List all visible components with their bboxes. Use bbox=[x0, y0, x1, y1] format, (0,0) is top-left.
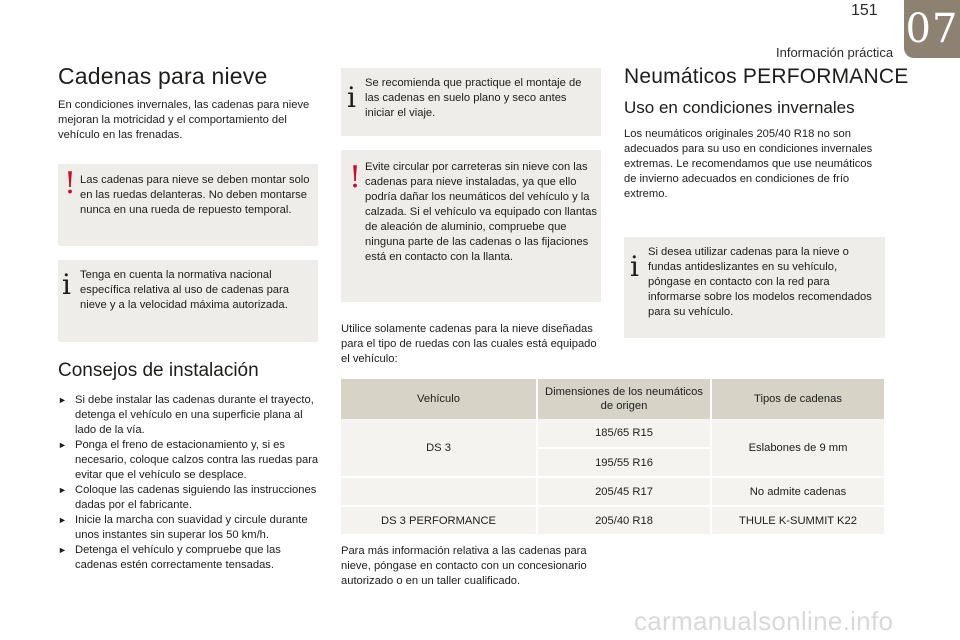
info-box-practice bbox=[341, 68, 601, 136]
table-cell-chain: THULE K-SUMMIT K22 bbox=[711, 506, 884, 535]
list-item bbox=[58, 543, 322, 573]
list-item bbox=[58, 483, 322, 513]
info-box-text: Tenga en cuenta la normativa nacional específica relativa al uso de cadenas para nieve y a la velocidad máxima autorizada. bbox=[80, 269, 289, 311]
table-cell-vehicle-empty bbox=[341, 477, 537, 506]
section-title-performance: Neumáticos PERFORMANCE bbox=[624, 65, 909, 88]
table-row bbox=[341, 419, 884, 448]
info-box-text: Se recomienda que practique el montaje de las cadenas en suelo plano y seco antes iniciar el viaje. bbox=[365, 77, 582, 119]
page-number: 151 bbox=[851, 2, 878, 19]
chains-table bbox=[341, 379, 884, 536]
table-row bbox=[341, 506, 884, 535]
list-item-text: Si debe instalar las cadenas durante el trayecto, detenga el vehículo en una superficie plana al lado de la vía. bbox=[75, 394, 314, 436]
chapter-label: Información práctica bbox=[776, 45, 894, 60]
table-cell-size: 205/45 R17 bbox=[537, 477, 711, 506]
arrow-bullet-icon: ► bbox=[58, 545, 67, 555]
intro-paragraph: En condiciones invernales, las cadenas para nieve mejoran la motricidad y el comportamiento del vehículo en las frenadas. bbox=[58, 99, 310, 141]
info-icon: i bbox=[62, 268, 71, 301]
table-cell-vehicle: DS 3 PERFORMANCE bbox=[341, 506, 537, 535]
subsection-title-winter: Uso en condiciones invernales bbox=[624, 98, 855, 117]
chapter-tab: 07 bbox=[904, 0, 960, 58]
info-box-performance-chains bbox=[624, 237, 885, 338]
warning-box-text: Evite circular por carreteras sin nieve con las cadenas para nieve instaladas, ya que ello podría dañar los neumáticos del vehículo y la calzada. Si el vehículo va equipado con llantas de aleación de aluminio, compruebe que ninguna parte de las cadenas o las fijaciones está en contacto con la llanta. bbox=[365, 161, 597, 263]
performance-body: Los neumáticos originales 205/40 R18 no son adecuados para su uso en condiciones invernales extremas. Le recomendamos que use neumáticos de invierno adecuados en condiciones de frío extremo. bbox=[624, 128, 873, 200]
list-item bbox=[58, 513, 322, 543]
arrow-bullet-icon: ► bbox=[58, 515, 67, 525]
list-item-text: Inicie la marcha con suavidad y circule durante unos instantes sin superar los 50 km/h. bbox=[75, 514, 308, 541]
install-steps-list bbox=[58, 393, 322, 573]
arrow-bullet-icon: ► bbox=[58, 395, 67, 405]
table-cell-chain: No admite cadenas bbox=[711, 477, 884, 506]
column-header-vehicle: Vehículo bbox=[341, 379, 537, 419]
table-cell-size: 205/40 R18 bbox=[537, 506, 711, 535]
arrow-bullet-icon: ► bbox=[58, 440, 67, 450]
table-row bbox=[341, 477, 884, 506]
warning-box-front-wheels bbox=[58, 164, 318, 246]
footer-note: Para más información relativa a las cadenas para nieve, póngase en contacto con un concesionario autorizado o en un taller cualificado. bbox=[341, 545, 587, 587]
info-icon: i bbox=[630, 250, 639, 283]
info-icon: i bbox=[347, 81, 356, 114]
info-box-text: Si desea utilizar cadenas para la nieve o fundas antideslizantes en su vehículo, póngase en contacto con la red para informarse sobre los modelos recomendados para su vehículo. bbox=[648, 246, 872, 318]
warning-box-roads bbox=[341, 150, 601, 302]
column-header-chain-type: Tipos de cadenas bbox=[711, 379, 884, 419]
exclamation-icon: ! bbox=[349, 160, 362, 195]
use-note: Utilice solamente cadenas para la nieve diseñadas para el tipo de ruedas con las cuales está equipado el vehículo: bbox=[341, 323, 597, 365]
page-title: Cadenas para nieve bbox=[58, 63, 268, 89]
table-cell-vehicle: DS 3 bbox=[341, 419, 537, 477]
table-cell-size: 195/55 R16 bbox=[537, 448, 711, 477]
section-title-install: Consejos de instalación bbox=[58, 360, 259, 381]
table-cell-chain: Eslabones de 9 mm bbox=[711, 419, 884, 477]
column-header-tire-size: Dimensiones de los neumáticos de origen bbox=[537, 379, 711, 419]
watermark: carmanualsonline.info bbox=[634, 606, 894, 636]
warning-box-text: Las cadenas para nieve se deben montar solo en las ruedas delanteras. No deben montarse nunca en una rueda de repuesto temporal. bbox=[80, 174, 310, 216]
info-box-regulations bbox=[58, 260, 318, 342]
table-header-row bbox=[341, 379, 884, 419]
list-item-text: Ponga el freno de estacionamiento y, si es necesario, coloque calzos contra las ruedas para evitar que el vehículo se desplace. bbox=[75, 439, 319, 481]
exclamation-icon: ! bbox=[64, 166, 77, 201]
list-item bbox=[58, 438, 322, 483]
table-cell-size: 185/65 R15 bbox=[537, 419, 711, 448]
list-item-text: Coloque las cadenas siguiendo las instrucciones dadas por el fabricante. bbox=[75, 484, 317, 511]
list-item bbox=[58, 393, 322, 438]
list-item-text: Detenga el vehículo y compruebe que las cadenas estén correctamente tensadas. bbox=[75, 544, 281, 571]
arrow-bullet-icon: ► bbox=[58, 485, 67, 495]
